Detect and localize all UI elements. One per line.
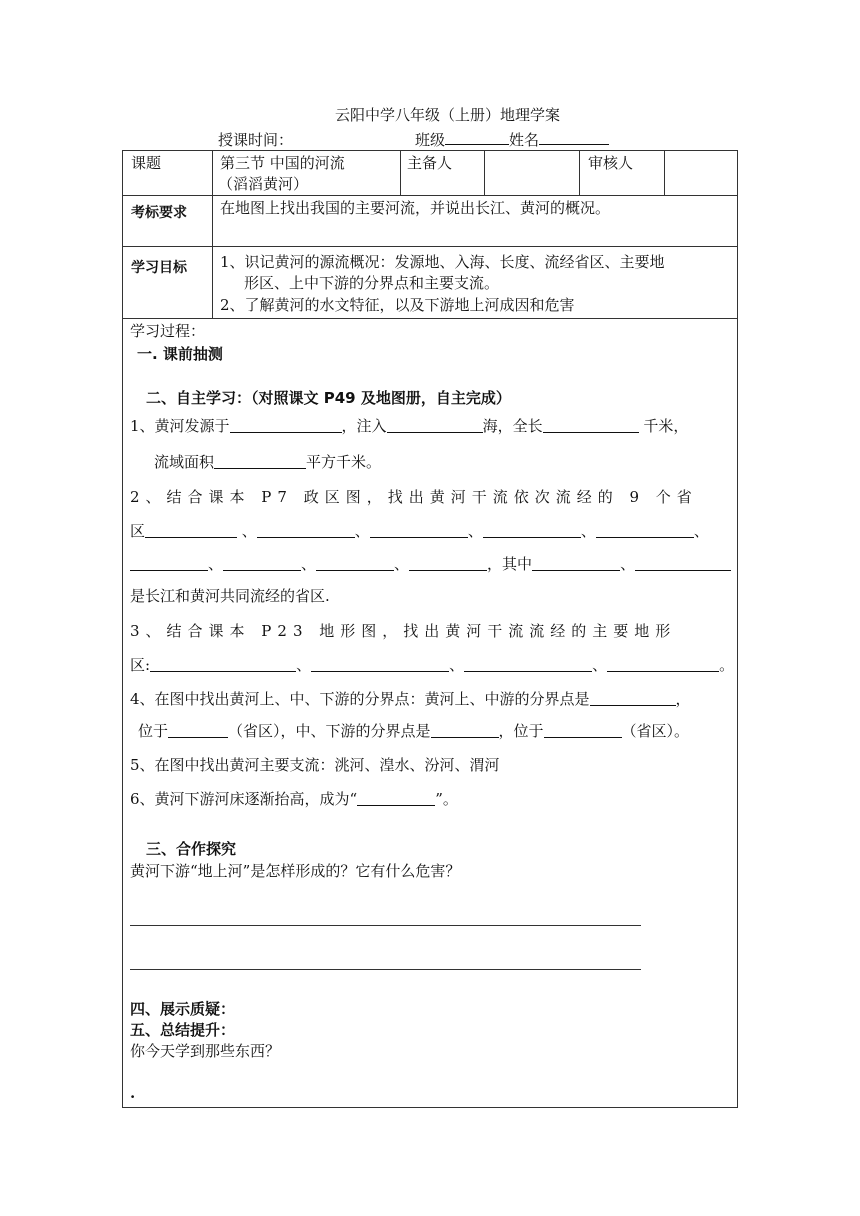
question-2-line4: 是长江和黄河共同流经的省区. <box>130 587 330 605</box>
reviewer-label: 审核人 <box>588 154 634 172</box>
area-blank[interactable] <box>214 452 306 469</box>
question-3-line1: 3、结合课本 P23 地形图，找出黄河干流流经的主要地形 <box>130 622 677 640</box>
answer-line-2[interactable] <box>130 969 641 970</box>
length-blank[interactable] <box>543 416 639 433</box>
row-divider <box>122 195 738 196</box>
question-1-line2 <box>154 451 381 472</box>
q1-text-f: 平方千米。 <box>306 453 382 471</box>
province-blank-4[interactable] <box>483 521 581 538</box>
landform-blank-4[interactable] <box>607 655 719 672</box>
q6-text-a: 6、黄河下游河床逐渐抬高，成为“ <box>130 790 358 808</box>
province-blank-8[interactable] <box>316 554 394 571</box>
landform-blank-2[interactable] <box>311 655 449 672</box>
shared-province-blank-2[interactable] <box>635 554 731 571</box>
province-blank-5[interactable] <box>596 521 694 538</box>
question-3-line2: 区: 、 、 、 。 <box>130 656 735 674</box>
goal-item-1a: 1、识记黄河的源流概况：发源地、入海、长度、流经省区、主要地 <box>220 253 665 271</box>
q4-text-d: ，位于 <box>498 722 544 740</box>
name-blank[interactable] <box>539 130 609 145</box>
section-1-heading: 一. 课前抽测 <box>137 345 223 363</box>
q4-text-c: （省区），中、下游的分界点是 <box>228 722 431 740</box>
col-divider <box>484 150 485 195</box>
class-name-line <box>415 129 609 150</box>
answer-line-1[interactable] <box>130 925 641 926</box>
q6-text-b: ”。 <box>435 790 458 808</box>
row-divider <box>122 318 738 319</box>
page-title: 云阳中学八年级（上册）地理学案 <box>335 106 561 124</box>
province-blank-1[interactable] <box>145 521 237 538</box>
goal-item-2: 2、了解黄河的水文特征，以及下游地上河成因和危害 <box>220 296 575 314</box>
question-2-line3: 、 、 、 ，其中 、 <box>130 553 731 574</box>
col-divider <box>400 150 401 195</box>
q4-text-e: （省区）。 <box>621 722 690 740</box>
section-2-heading: 二、自主学习：（对照课文 P49 及地图册，自主完成） <box>146 389 511 407</box>
q1-text-d: 千米， <box>638 417 689 435</box>
process-heading: 学习过程： <box>130 322 206 340</box>
sea-blank[interactable] <box>387 416 483 433</box>
q1-text-b: ，注入 <box>341 417 387 435</box>
landform-blank-3[interactable] <box>464 655 592 672</box>
province-blank-9[interactable] <box>409 554 487 571</box>
question-5: 5、在图中找出黄河主要支流：洮河、湟水、汾河、渭河 <box>130 756 500 774</box>
standard-text: 在地图上找出我国的主要河流，并说出长江、黄河的概况。 <box>220 199 611 217</box>
goal-item-1b: 形区、上中下游的分界点和主要支流。 <box>244 274 500 292</box>
standard-label: 考标要求 <box>131 205 187 221</box>
upper-middle-province-blank[interactable] <box>168 721 228 738</box>
section-4-heading: 四、展示质疑： <box>130 1000 236 1018</box>
upper-middle-point-blank[interactable] <box>590 689 676 706</box>
shared-province-blank-1[interactable] <box>532 554 620 571</box>
q4-text-a: 4、在图中找出黄河上、中、下游的分界点：黄河上、中游的分界点是 <box>130 690 590 708</box>
middle-lower-point-blank[interactable] <box>431 721 499 738</box>
question-1-line1 <box>130 415 688 436</box>
raised-river-blank[interactable] <box>357 789 435 806</box>
section-3-heading: 三、合作探究 <box>146 840 237 858</box>
province-blank-7[interactable] <box>223 554 301 571</box>
topic-value-line1: 第三节 中国的河流 <box>220 154 345 172</box>
lesson-time-label: 授课时间： <box>218 131 294 149</box>
row-divider <box>122 246 738 247</box>
question-2-line2: 区 、 、 、 、 、 <box>130 522 709 540</box>
question-8: 你今天学到那些东西？ <box>130 1042 281 1060</box>
question-6 <box>130 788 458 809</box>
source-blank[interactable] <box>230 416 342 433</box>
province-blank-6[interactable] <box>130 554 208 571</box>
class-blank[interactable] <box>445 130 509 145</box>
topic-value-line2: （滔滔黄河） <box>218 175 309 193</box>
q2-text-c: ，其中 <box>487 555 533 573</box>
q4-text-b: 位于 <box>138 722 169 740</box>
topic-label: 课题 <box>131 154 162 172</box>
province-blank-3[interactable] <box>370 521 468 538</box>
q1-text-e: 流域面积 <box>154 453 215 471</box>
q1-text-a: 1、黄河发源于 <box>130 417 230 435</box>
lead-preparer-label: 主备人 <box>407 154 453 172</box>
q2-text-b: 区 <box>130 522 146 540</box>
name-label: 姓名 <box>509 131 540 149</box>
q1-text-c: 海，全长 <box>482 417 543 435</box>
question-4-line1: 4、在图中找出黄河上、中、下游的分界点：黄河上、中游的分界点是 ， <box>130 690 691 708</box>
province-blank-2[interactable] <box>257 521 355 538</box>
col-divider <box>664 150 665 195</box>
q3-text-b: 区: <box>130 656 151 674</box>
section-5-heading: 五、总结提升： <box>130 1021 236 1039</box>
class-label: 班级 <box>415 131 446 149</box>
col-divider <box>212 150 213 318</box>
landform-blank-1[interactable] <box>150 655 296 672</box>
goal-label: 学习目标 <box>131 260 187 276</box>
question-7: 黄河下游“地上河”是怎样形成的？它有什么危害？ <box>130 862 461 880</box>
col-divider <box>579 150 580 195</box>
middle-lower-province-blank[interactable] <box>544 721 622 738</box>
question-4-line2 <box>138 720 689 741</box>
end-mark: . <box>130 1084 136 1102</box>
question-2-line1: 2、结合课本 P7 政区图，找出黄河干流依次流经的 9 个省 <box>130 488 698 506</box>
